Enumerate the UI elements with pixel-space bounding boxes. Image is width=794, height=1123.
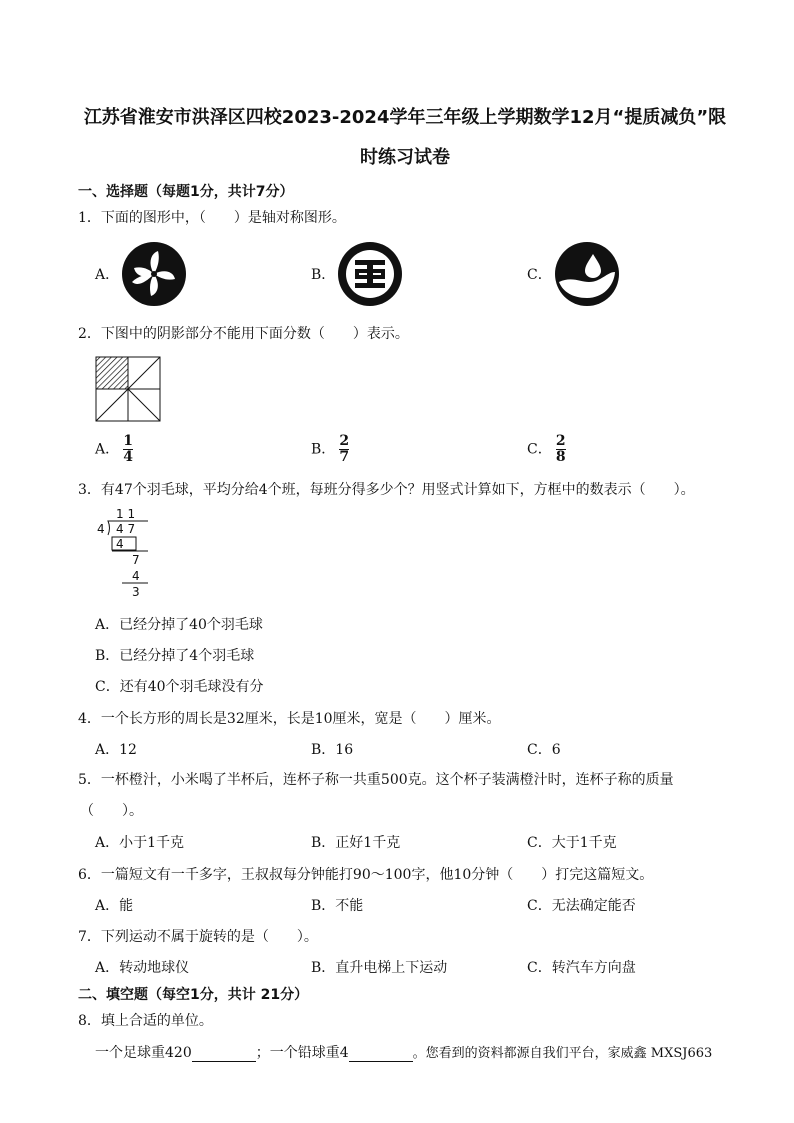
section-heading-choice: 一、选择题（每题1分，共计7分）	[78, 184, 294, 200]
fraction-b-denominator: 7	[339, 449, 350, 465]
q1-option-b-label: B．	[311, 267, 336, 283]
question-8: 8．填上合适的单位。	[78, 1013, 213, 1029]
long-division-figure	[92, 505, 152, 601]
q2-option-c	[527, 434, 566, 465]
q6-option-a: A．能	[95, 898, 134, 914]
document-title: 江苏省淮安市洪泽区四校2023-2024学年三年级上学期数学12月“提质减负”限	[83, 107, 727, 128]
q4-option-a: A．12	[95, 742, 137, 758]
shaded-square-figure	[95, 356, 161, 422]
q1-option-c-label: C．	[527, 267, 552, 283]
q3-option-c: C．还有40个羽毛球没有分	[95, 679, 264, 695]
fraction-b	[339, 434, 349, 465]
q8-trailing-text: 。您看到的资料都源自我们平台，家威鑫 MXSJ663	[412, 1046, 713, 1061]
q6-option-c: C．无法确定能否	[527, 898, 636, 914]
division-second-subtrahend: 4	[132, 569, 140, 583]
question-8-line	[95, 1042, 712, 1062]
q2-option-b-label: B．	[311, 441, 336, 458]
q5-option-c: C．大于1千克	[527, 835, 617, 851]
question-6: 6．一篇短文有一千多字，王叔叔每分钟能打90～100字，他10分钟（ ）打完这篇短文。	[78, 867, 654, 883]
question-7: 7．下列运动不属于旋转的是（ ）。	[78, 929, 318, 945]
q2-option-a-label: A．	[95, 441, 120, 458]
q6-option-b: B．不能	[311, 898, 364, 914]
question-1: 1．下面的图形中，（ ）是轴对称图形。	[78, 210, 346, 226]
division-dividend: 4 7	[116, 522, 136, 536]
q7-option-c: C．转汽车方向盘	[527, 960, 636, 976]
fraction-b-numerator: 2	[339, 433, 350, 449]
bauhinia-logo-icon	[122, 242, 186, 306]
q4-option-c: C．6	[527, 742, 561, 758]
fraction-c-denominator: 8	[555, 449, 566, 465]
question-5-cont: （ ）。	[80, 803, 143, 819]
fraction-a-denominator: 4	[123, 449, 133, 465]
q2-option-a	[95, 434, 133, 465]
question-2: 2．下图中的阴影部分不能用下面分数（ ）表示。	[78, 326, 409, 342]
q7-option-a: A．转动地球仪	[95, 960, 190, 976]
fraction-c-numerator: 2	[555, 433, 566, 449]
q5-option-b: B．正好1千克	[311, 835, 401, 851]
question-3: 3．有47个羽毛球，平均分给4个班，每班分得多少个？用竖式计算如下，方框中的数表示（ ）。	[78, 482, 695, 498]
q1-option-a-label: A．	[95, 267, 120, 283]
q3-option-b: B．已经分掉了4个羽毛球	[95, 648, 255, 664]
q8-blank-1[interactable]	[192, 1047, 256, 1062]
division-divisor: 4	[97, 522, 105, 536]
fraction-c	[556, 434, 566, 465]
q3-option-a: A．已经分掉了40个羽毛球	[95, 617, 263, 633]
q8-blank-2[interactable]	[349, 1047, 413, 1062]
q8-football-text: 一个足球重420	[95, 1045, 192, 1061]
q4-option-b: B．16	[311, 742, 354, 758]
bank-logo-icon	[338, 242, 402, 306]
question-5: 5．一杯橙汁，小米喝了半杯后，连杯子称一共重500克。这个杯子装满橙汁时，连杯子称的质量	[78, 772, 674, 788]
q5-option-a: A．小于1千克	[95, 835, 185, 851]
division-boxed-digit: 4	[116, 537, 124, 551]
document-title-line2: 时练习试卷	[360, 147, 450, 168]
division-remainder-step: 7	[132, 553, 140, 567]
question-4: 4．一个长方形的周长是32厘米，长是10厘米，宽是（ ）厘米。	[78, 711, 501, 727]
section-heading-fill: 二、填空题（每空1分，共计 21分）	[78, 987, 309, 1003]
q7-option-b: B．直升电梯上下运动	[311, 960, 448, 976]
water-drop-logo-icon	[555, 242, 619, 306]
q8-shotput-text: ；一个铅球重4	[255, 1045, 349, 1061]
q2-option-c-label: C．	[527, 441, 552, 458]
fraction-a	[123, 434, 133, 465]
q2-option-b	[311, 434, 349, 465]
fraction-a-numerator: 1	[123, 433, 133, 449]
division-quotient: 1 1	[116, 507, 136, 521]
division-remainder: 3	[132, 585, 140, 599]
